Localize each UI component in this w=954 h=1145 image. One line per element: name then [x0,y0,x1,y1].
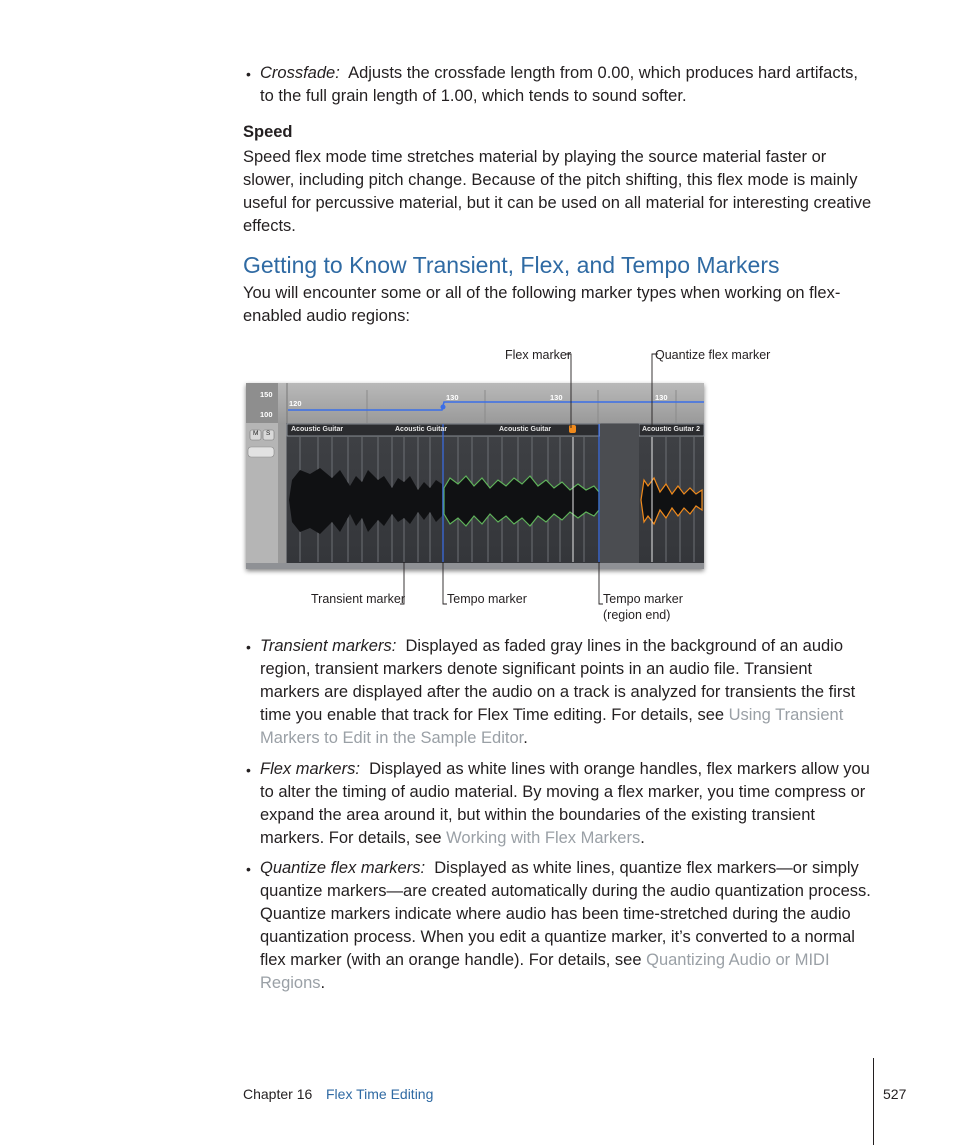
solo-label: S [266,430,271,437]
region-name-4: Acoustic Guitar 2 [642,426,700,433]
callout-flex-marker: Flex marker [505,348,571,362]
bullet-term: Transient markers: [260,637,397,655]
callout-tempo-marker-end [603,591,683,623]
region-name-1: Acoustic Guitar [291,426,344,433]
bullet-term: Quantize flex markers: [260,859,426,877]
section-heading: Getting to Know Transient, Flex, and Tempo Markers [243,252,780,278]
section-intro: You will encounter some or all of the following marker types when working on flex-enabled audio regions: [243,284,841,325]
bullet-dot: • [246,762,251,778]
flex-link[interactable]: Working with Flex Markers [446,829,641,847]
tempo-node[interactable] [441,405,446,410]
region-name-3: Acoustic Guitar [499,426,552,433]
bullet-term: Crossfade: [260,64,340,82]
bullet-dot: • [246,639,251,655]
speed-heading: Speed [243,123,293,141]
bullet-body: Displayed as white lines with orange handles, flex markers allow you to alter the timing of audio material. By moving a flex marker, you time compress or expand the area around it, but within the boundaries of the existing transient markers. For details, see [260,760,870,847]
page-number: 527 [883,1086,907,1102]
ruler-bottom-label: 100 [260,410,273,419]
quantize-link[interactable]: Quantizing Audio or MIDI Regions [260,951,830,992]
bullet-end: . [320,974,326,992]
bullet-dot: • [246,66,251,82]
region-name-2: Acoustic Guitar [395,426,448,433]
bullet-body: Displayed as white lines, quantize flex markers—or simply quantize markers—are created automatically during the audio quantization process. Quantize markers indicate where audio has been time-stretched during the audio quantization process. When you edit a quantize marker, it’s converted to a normal flex marker (with an orange handle). For details, see [260,859,871,969]
ruler-top-label: 150 [260,390,273,399]
callout-quantize-flex-marker: Quantize flex marker [655,348,771,362]
bullet-end: . [640,829,645,847]
callout-line-2: (region end) [603,608,671,622]
tempo-label-a: 130 [446,393,459,402]
tempo-ruler [246,383,704,423]
bullet-dot: • [246,861,251,877]
track-slider[interactable] [248,447,274,457]
track-header [246,423,278,563]
tempo-label-left: 120 [289,399,302,408]
callout-tempo-marker: Tempo marker [447,592,527,606]
footer-divider [873,1058,874,1145]
bullet-body: Adjusts the crossfade length from 0.00, which produces hard artifacts, to the full grain length of 1.00, which tends to sound softer. [260,64,858,105]
tempo-label-c: 130 [655,393,668,402]
callout-transient-marker: Transient marker [311,592,406,606]
flex-marker-handle[interactable] [569,425,576,433]
footer-chapter: Chapter 16 [243,1086,313,1102]
speed-paragraph: Speed flex mode time stretches material by playing the source material faster or slower, including pitch change. Because of the pitch shifting, this flex mode is mainly useful for percussive material, but it can be used on all material for interesting creative effects. [243,148,872,235]
footer-chapter-title[interactable]: Flex Time Editing [326,1086,434,1102]
bullet-end: . [523,729,528,747]
mute-label: M [253,430,259,437]
tempo-label-b: 130 [550,393,563,402]
callout-line-1: Tempo marker [603,592,683,606]
transient-link[interactable]: Using Transient Markers to Edit in the Sample Editor [260,706,844,747]
bullet-term: Flex markers: [260,760,360,778]
bullet-body: Displayed as faded gray lines in the background of an audio region, transient markers denote significant points in an audio file. Transient markers are displayed after the audio on a track is analyzed for transients the first time you enable that track for Flex Time editing. For details, see [260,637,856,724]
